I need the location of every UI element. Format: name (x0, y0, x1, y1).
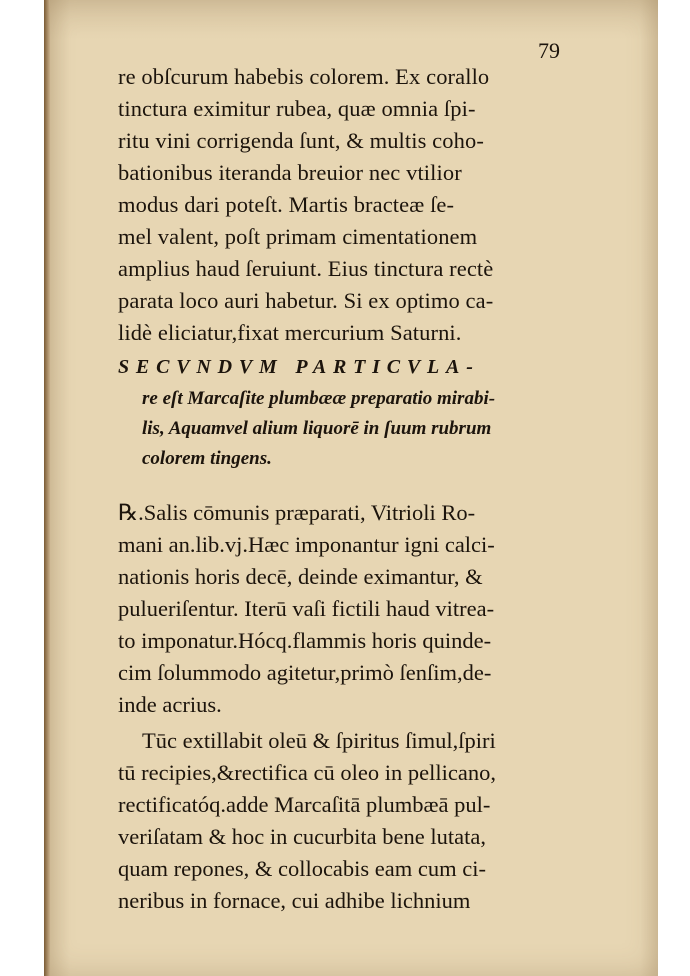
text-line: cim ſolummodo agitetur,primò ſenſim,de- (118, 660, 492, 685)
text-line: parata loco auri habetur. Si ex optimo ca- (118, 288, 494, 313)
page-number: 79 (538, 38, 560, 63)
text-line: inde acrius. (118, 692, 222, 717)
text-line: ℞.Salis cōmunis præparati, Vitrioli Ro- (118, 500, 476, 525)
text-line: neribus in fornace, cui adhibe lichnium (118, 888, 471, 913)
text-line: rectificatóq.adde Marcaſitā plumbæā pul- (118, 792, 491, 817)
heading-caps: SECVNDVM PARTICVLA- (118, 356, 480, 378)
text-line: pulueriſentur. Iterū vaſi fictili haud vitrea- (118, 596, 495, 621)
text-line: mani an.lib.vj.Hæc imponantur igni calci- (118, 532, 495, 557)
text-line: nationis horis decē, deinde eximantur, & (118, 564, 483, 589)
heading-line: lis, Aquamvel alium liquorē in ſuum rubrum (142, 418, 492, 439)
text-line: Tūc extillabit oleū & ſpiritus ſimul,ſpiri (142, 728, 496, 753)
text-line: ritu vini corrigenda ſunt, & multis coho- (118, 128, 484, 153)
text-line: quam repones, & collocabis eam cum ci- (118, 856, 486, 881)
text-line: modus dari poteſt. Martis bracteæ ſe- (118, 192, 455, 217)
text-line: mel valent, poſt primam cimentationem (118, 224, 478, 249)
text-line: veriſatam & hoc in cucurbita bene lutata, (118, 824, 486, 849)
text-line: bationibus iteranda breuior nec vtilior (118, 160, 462, 185)
text-line: to imponatur.Hócq.flammis horis quinde- (118, 628, 492, 653)
heading-line: re eſt Marcaſite plumbææ preparatio mirabi- (142, 388, 496, 409)
text-line: tū recipies,&rectifica cū oleo in pellicano, (118, 760, 496, 785)
heading-line: colorem tingens. (142, 448, 272, 469)
page-gutter (44, 0, 50, 976)
text-line: tinctura eximitur rubea, quæ omnia ſpi- (118, 96, 476, 121)
text-line: lidè eliciatur,fixat mercurium Saturni. (118, 320, 462, 345)
text-line: amplius haud ſeruiunt. Eius tinctura rectè (118, 256, 494, 281)
text-line: re obſcurum habebis colorem. Ex corallo (118, 64, 490, 89)
